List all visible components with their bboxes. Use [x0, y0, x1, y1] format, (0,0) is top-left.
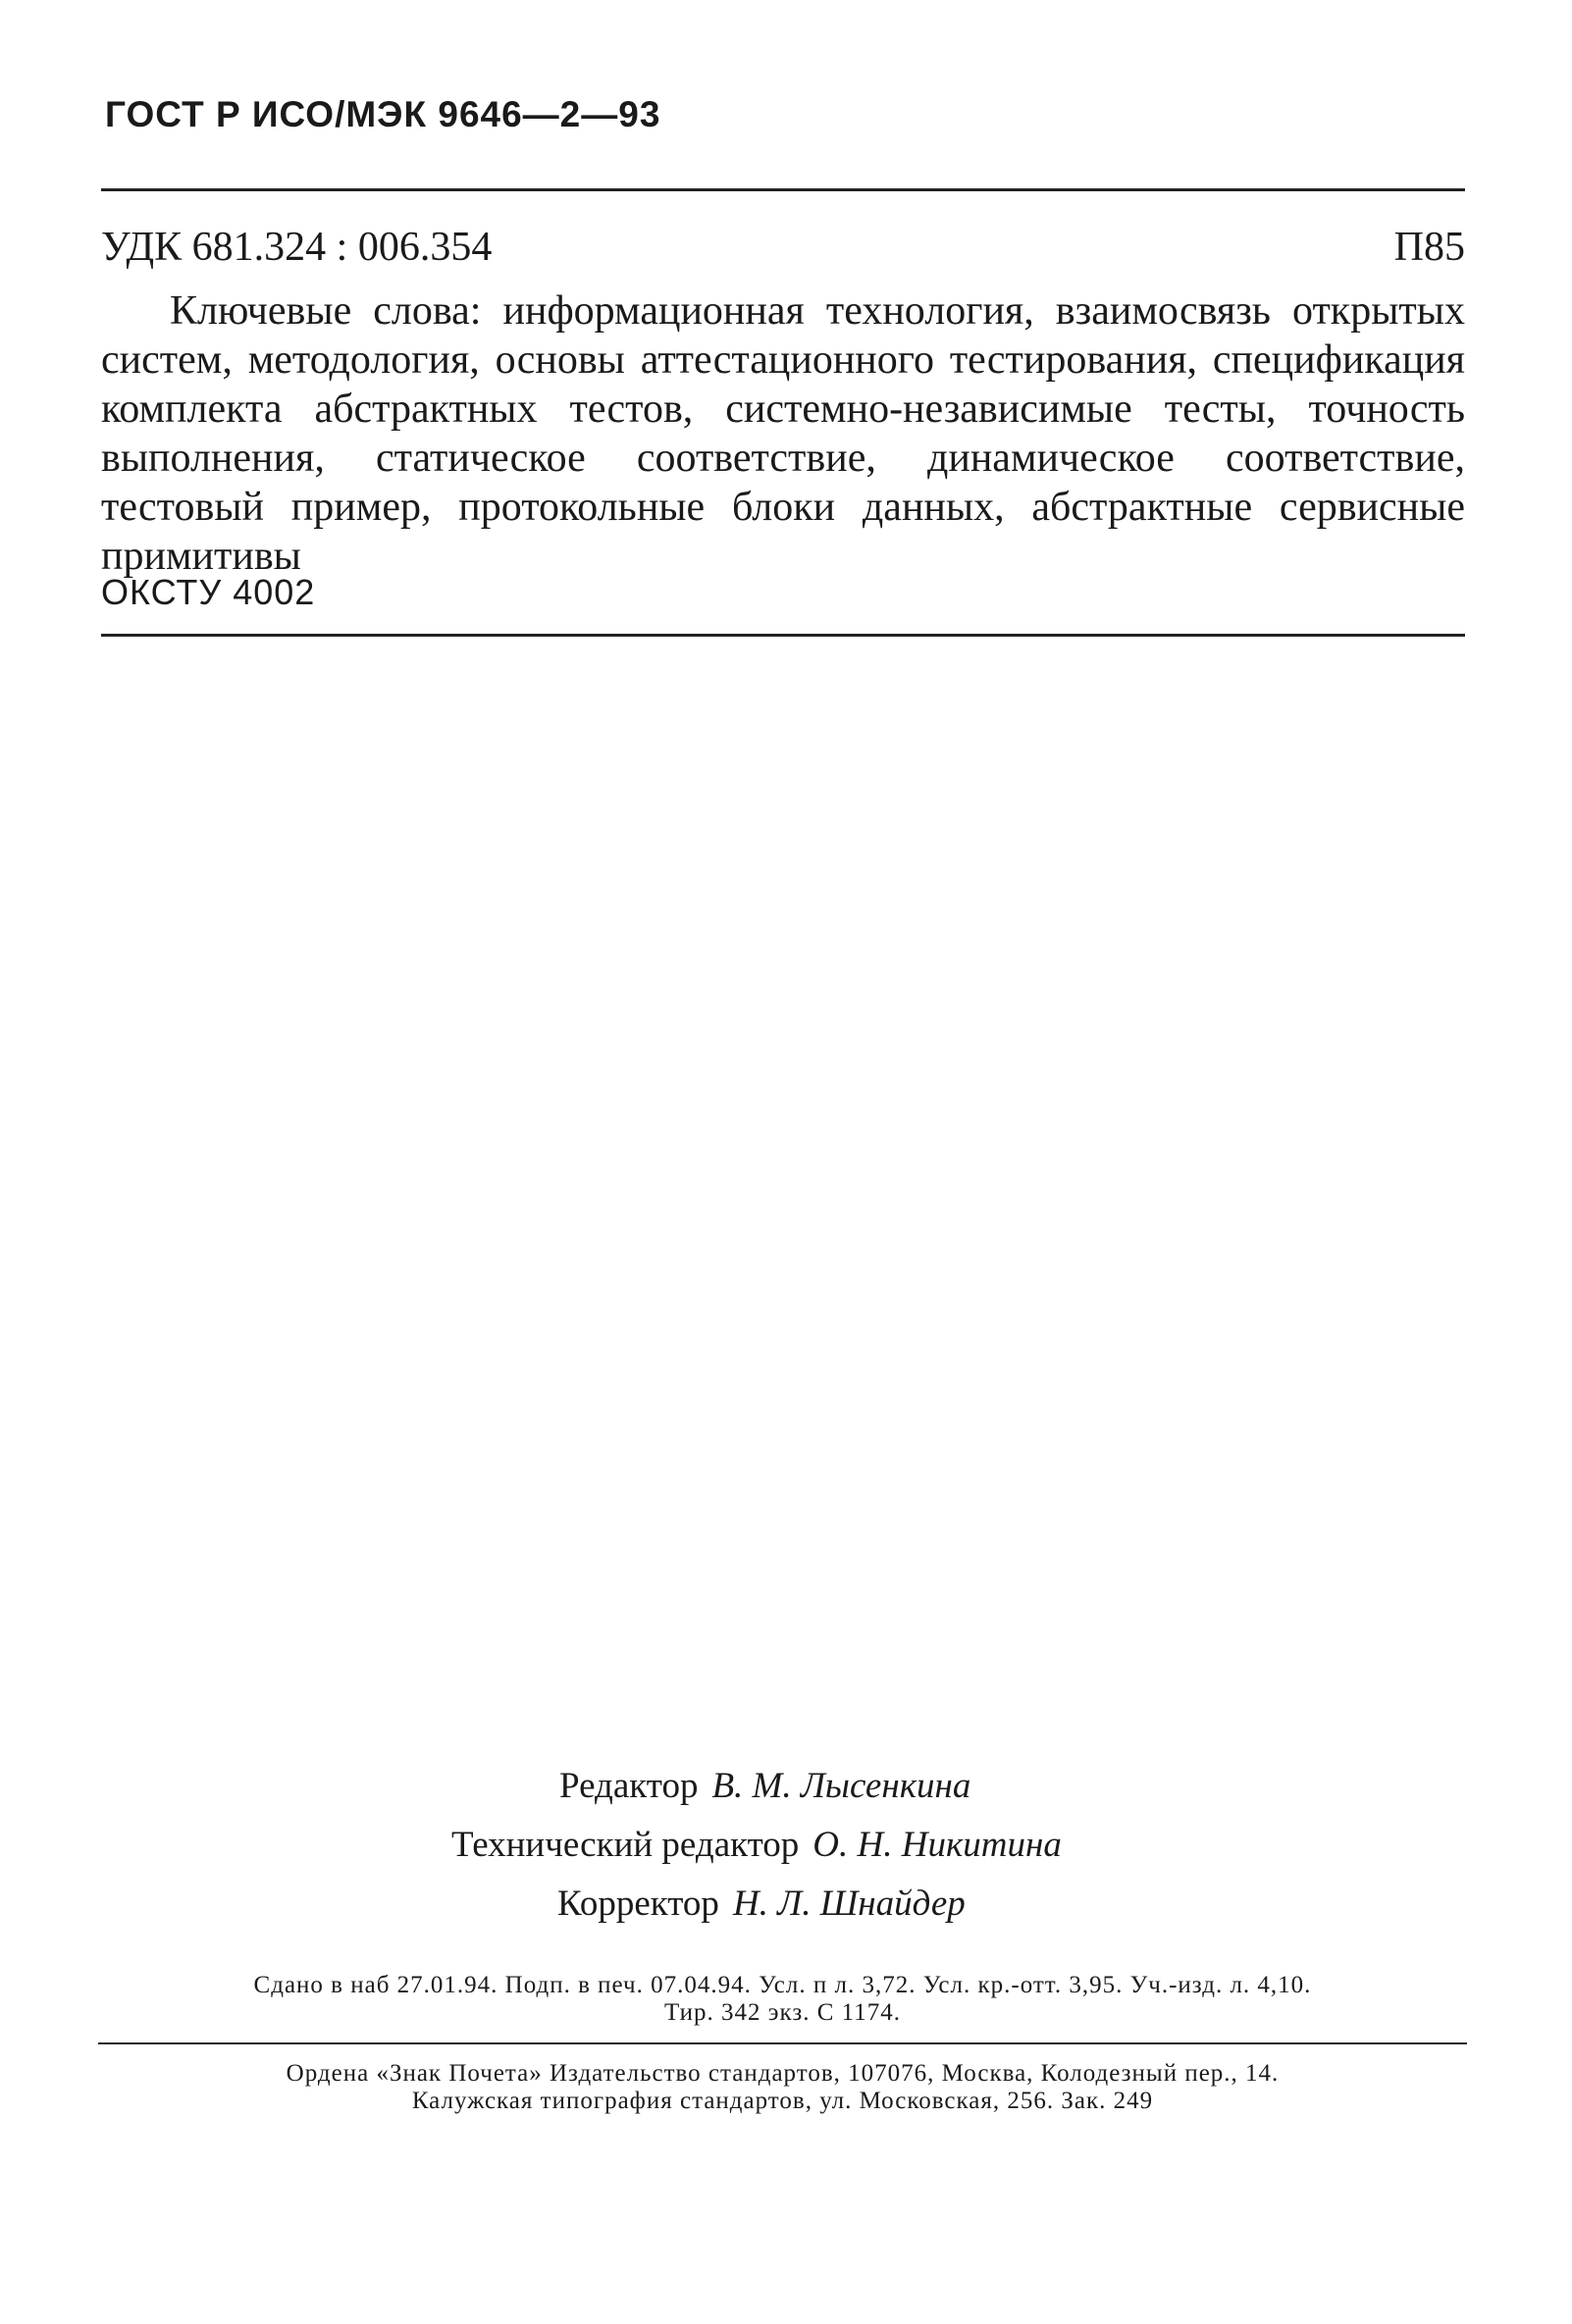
editor-name: В. М. Лысенкина — [711, 1766, 971, 1806]
tech-editor-label: Технический редактор — [451, 1825, 800, 1865]
keywords-paragraph: Ключевые слова: информационная технология, взаимосвязь открытых систем, методология, основы аттестационного тестирования, спецификация комплекта абстрактных тестов, системно-независимые тесты, точность выполнения, статическое соответствие, динамическое соответствие, тестовый пример, протокольные блоки данных, абстрактные сервисные примитивы — [101, 288, 1465, 579]
imprint-divider — [98, 2042, 1467, 2044]
corrector-name: Н. Л. Шнайдер — [732, 1884, 966, 1924]
editor-line — [559, 1758, 970, 1815]
classification-row — [101, 224, 1465, 271]
tech-editor-name: О. Н. Никитина — [812, 1825, 1062, 1865]
print-details-line: Сдано в наб 27.01.94. Подп. в печ. 07.04.94. Усл. п л. 3,72. Усл. кр.-отт. 3,95. Уч.-изд. л. 4,10. — [253, 1972, 1312, 1998]
printer-line: Калужская типография стандартов, ул. Московская, 256. Зак. 249 — [411, 2088, 1154, 2114]
corrector-label: Корректор — [557, 1884, 719, 1924]
tech-editor-line — [451, 1817, 1062, 1874]
standard-designation: ГОСТ Р ИСО/МЭК 9646—2—93 — [105, 94, 661, 134]
publisher-line: Ордена «Знак Почета» Издательство стандартов, 107076, Москва, Колодезный пер., 14. — [286, 2060, 1280, 2087]
group-code: П85 — [1393, 225, 1465, 270]
okstu-code: ОКСТУ 4002 — [101, 572, 316, 612]
editor-label: Редактор — [559, 1766, 699, 1806]
print-run-line: Тир. 342 экз. С 1174. — [664, 1999, 901, 2026]
udk-code: УДК 681.324 : 006.354 — [101, 225, 493, 270]
top-divider — [101, 188, 1465, 191]
corrector-line — [557, 1876, 966, 1933]
middle-divider — [101, 634, 1465, 637]
